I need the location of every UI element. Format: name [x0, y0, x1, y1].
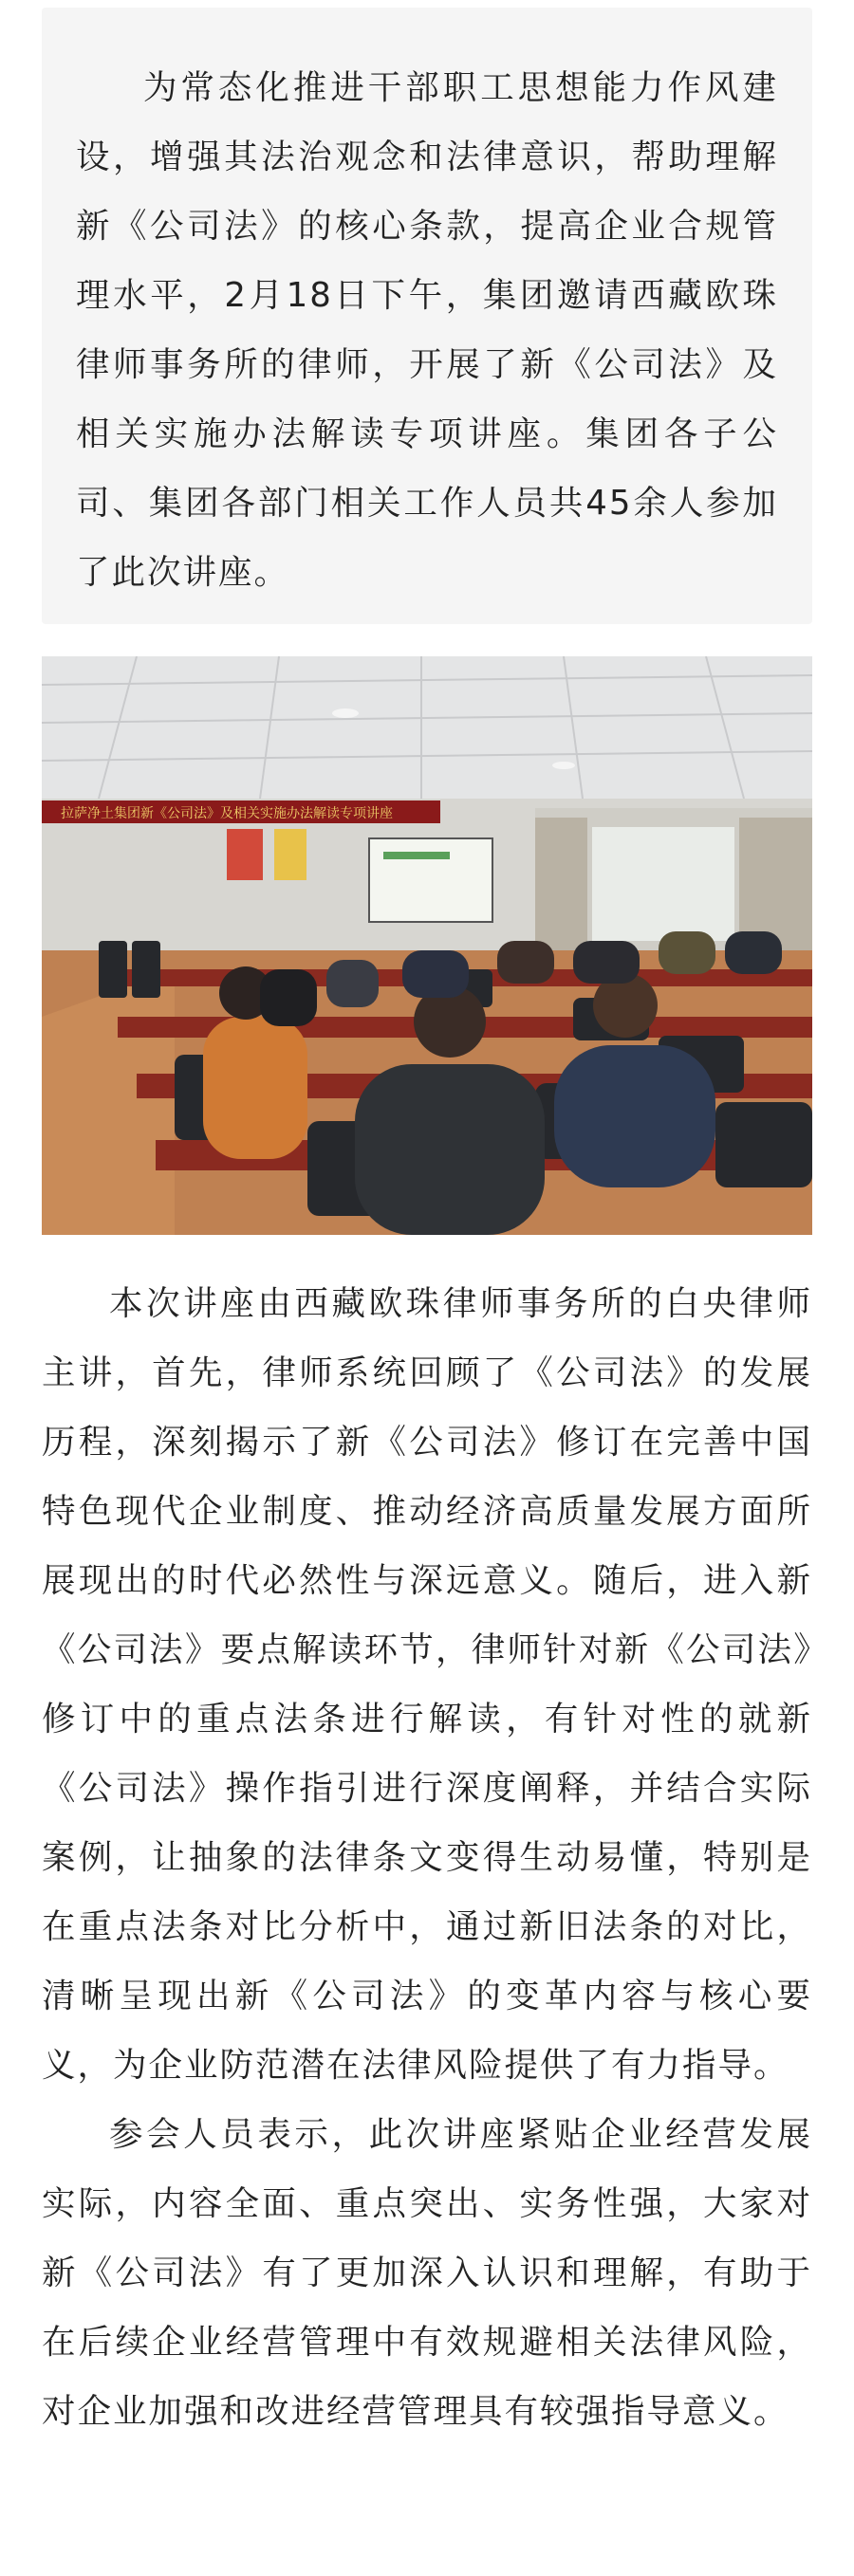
- intro-box: [42, 8, 812, 624]
- article-body: [42, 1269, 812, 2446]
- banner-text: 拉萨净土集团新《公司法》及相关实施办法解读专项讲座: [61, 807, 393, 821]
- lecture-photo: [42, 656, 812, 1235]
- intro-paragraph: 为常态化推进干部职工思想能力作风建设，增强其法治观念和法律意识，帮助理解新《公司法》的核心条款，提高企业合规管理水平，2月18日下午，集团邀请西藏欧珠律师事务所的律师，开展了新《公司法》及相关实施办法解读专项讲座。集团各子公司、集团各部门相关工作人员共45余人参加了此次讲座。: [76, 68, 778, 592]
- body-paragraph-2: 参会人员表示，此次讲座紧贴企业经营发展实际，内容全面、重点突出、实务性强，大家对新《公司法》有了更加深入认识和理解，有助于在后续企业经营管理中有效规避相关法律风险，对企业加强和改进经营管理具有较强指导意义。: [42, 2115, 812, 2431]
- body-paragraph-1: 本次讲座由西藏欧珠律师事务所的白央律师主讲，首先，律师系统回顾了《公司法》的发展历程，深刻揭示了新《公司法》修订在完善中国特色现代企业制度、推动经济高质量发展方面所展现出的时代必然性与深远意义。随后，进入新《公司法》要点解读环节，律师针对新《公司法》修订中的重点法条进行解读，有针对性的就新《公司法》操作指引进行深度阐释，并结合实际案例，让抽象的法律条文变得生动易懂，特别是在重点法条对比分析中，通过新旧法条的对比，清晰呈现出新《公司法》的变革内容与核心要义，为企业防范潜在法律风险提供了有力指导。: [42, 1284, 812, 2085]
